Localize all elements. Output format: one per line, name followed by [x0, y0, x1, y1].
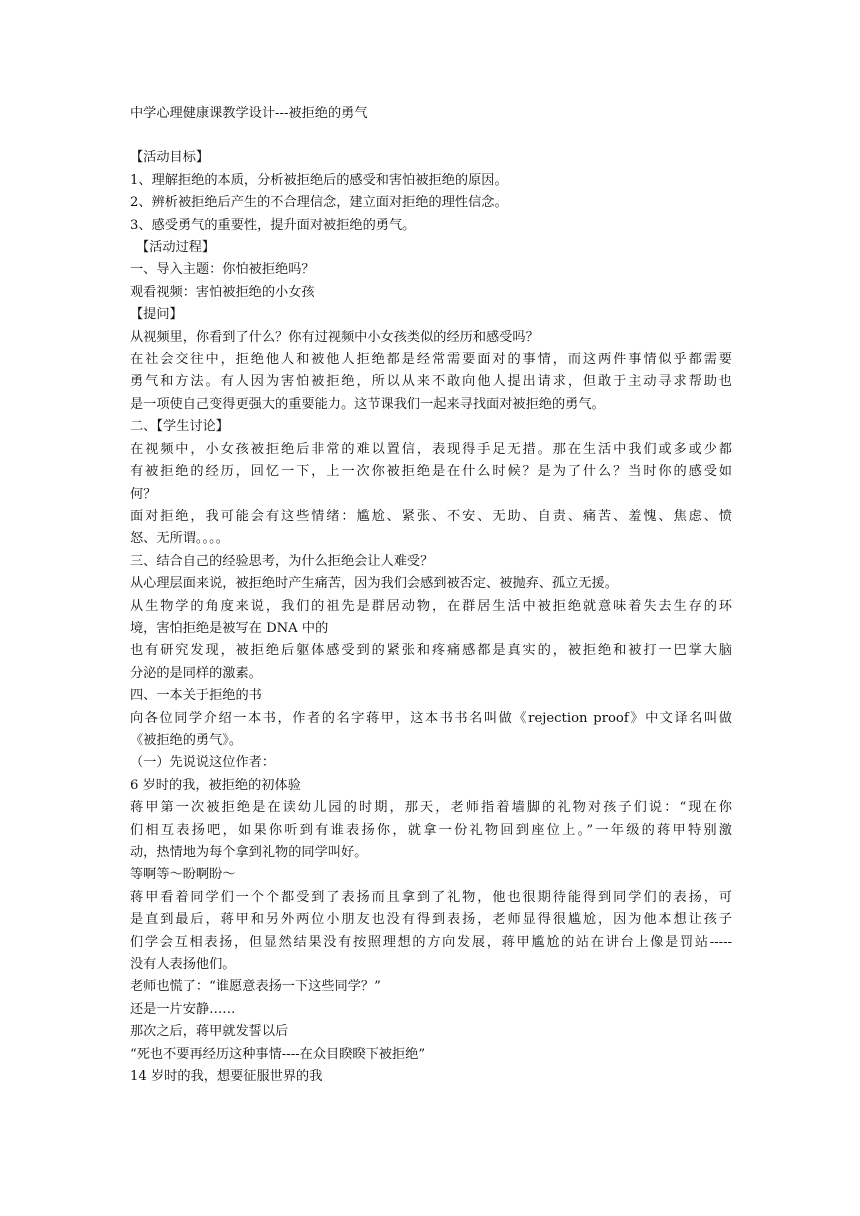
- text-line: 三、结合自己的经验思考，为什么拒绝会让人难受？: [130, 553, 434, 569]
- text-line: 蒋甲第一次被拒绝是在读幼儿园的时期，那天，老师指着墙脚的礼物对孩子们说：“现在你: [130, 800, 732, 816]
- text-line: 观看视频：害怕被拒绝的小女孩: [130, 284, 315, 300]
- text-line: 《被拒绝的勇气》。: [130, 732, 243, 748]
- text-line: 有被拒绝的经历，回忆一下，上一次你被拒绝是在什么时候？是为了什么？当时你的感受如: [130, 464, 732, 480]
- text-line: 一、导入主题：你怕被拒绝吗？: [130, 262, 315, 278]
- document-page: [130, 103, 732, 1088]
- text-line: 向各位同学介绍一本书，作者的名字蒋甲，这本书书名叫做《rejection proof》中文译名叫做: [130, 710, 732, 726]
- text-line: 们相互表扬吧，如果你听到有谁表扬你，就拿一份礼物回到座位上。”一年级的蒋甲特别激: [130, 822, 732, 838]
- text-line: 从生物学的角度来说，我们的祖先是群居动物，在群居生活中被拒绝就意味着失去生存的环: [130, 598, 732, 614]
- text-line: 6 岁时的我，被拒绝的初体验: [130, 777, 301, 793]
- text-line: 没有人表扬他们。: [130, 957, 236, 973]
- document-body: [130, 147, 732, 1088]
- text-line: 也有研究发现，被拒绝后躯体感受到的紧张和疼痛感都是真实的，被拒绝和被打一巴掌大脑: [130, 643, 732, 659]
- text-line: 2、辨析被拒绝后产生的不合理信念，建立面对拒绝的理性信念。: [130, 195, 508, 211]
- text-line: 们学会互相表扬，但显然结果没有按照理想的方向发展，蒋甲尴尬的站在讲台上像是罚站-----: [130, 934, 732, 950]
- text-line: 勇气和方法。有人因为害怕被拒绝，所以从来不敢向他人提出请求，但敢于主动寻求帮助也: [130, 374, 732, 390]
- text-line: 【活动目标】: [130, 150, 210, 166]
- text-line: 在社会交往中，拒绝他人和被他人拒绝都是经常需要面对的事情，而这两件事情似乎都需要: [130, 352, 732, 368]
- text-line: 从视频里，你看到了什么？你有过视频中小女孩类似的经历和感受吗？: [130, 329, 539, 345]
- text-line: 老师也慌了：“谁愿意表扬一下这些同学？”: [130, 979, 381, 995]
- text-line: 动，热情地为每个拿到礼物的同学叫好。: [130, 845, 368, 860]
- text-line: 分泌的是同样的激素。: [130, 665, 262, 681]
- document-title: 中学心理健康课教学设计---被拒绝的勇气: [130, 106, 368, 121]
- text-line: 何？: [130, 486, 157, 502]
- text-line: 是一项使自己变得更强大的重要能力。这节课我们一起来寻找面对被拒绝的勇气。: [130, 396, 605, 412]
- text-line: 从心理层面来说，被拒绝时产生痛苦，因为我们会感到被否定、被抛弃、孤立无援。: [130, 576, 618, 592]
- text-line: 是直到最后，蒋甲和另外两位小朋友也没有得到表扬，老师显得很尴尬，因为他本想让孩子: [130, 912, 732, 928]
- text-line: 等啊等～盼啊盼～: [130, 867, 236, 883]
- text-line: “死也不要再经历这种事情----在众目睽睽下被拒绝”: [130, 1046, 426, 1062]
- text-line: 【提问】: [130, 307, 183, 323]
- text-line: 蒋甲看着同学们一个个都受到了表扬而且拿到了礼物，他也很期待能得到同学们的表扬，可: [130, 889, 732, 905]
- text-line: 境，害怕拒绝是被写在 DNA 中的: [130, 620, 329, 636]
- text-line: 面对拒绝，我可能会有这些情绪：尴尬、紧张、不安、无助、自责、痛苦、羞愧、焦虑、愤: [130, 508, 732, 524]
- text-line: 二、【学生讨论】: [130, 419, 229, 435]
- text-line: 怒、无所谓。。。。: [130, 531, 229, 547]
- text-line: 1、理解拒绝的本质，分析被拒绝后的感受和害怕被拒绝的原因。: [130, 172, 508, 188]
- text-line: 3、感受勇气的重要性，提升面对被拒绝的勇气。: [130, 217, 416, 233]
- text-line: 14 岁时的我，想要征服世界的我: [130, 1069, 323, 1085]
- text-line: 在视频中，小女孩被拒绝后非常的难以置信，表现得手足无措。那在生活中我们或多或少都: [130, 441, 732, 457]
- text-line: 还是一片安静……: [130, 1001, 236, 1017]
- text-line: （一）先说说这位作者：: [130, 755, 276, 771]
- text-line: 四、一本关于拒绝的书: [130, 688, 262, 704]
- text-line: 那次之后，蒋甲就发誓以后: [130, 1024, 289, 1040]
- text-line: 【活动过程】: [136, 240, 216, 256]
